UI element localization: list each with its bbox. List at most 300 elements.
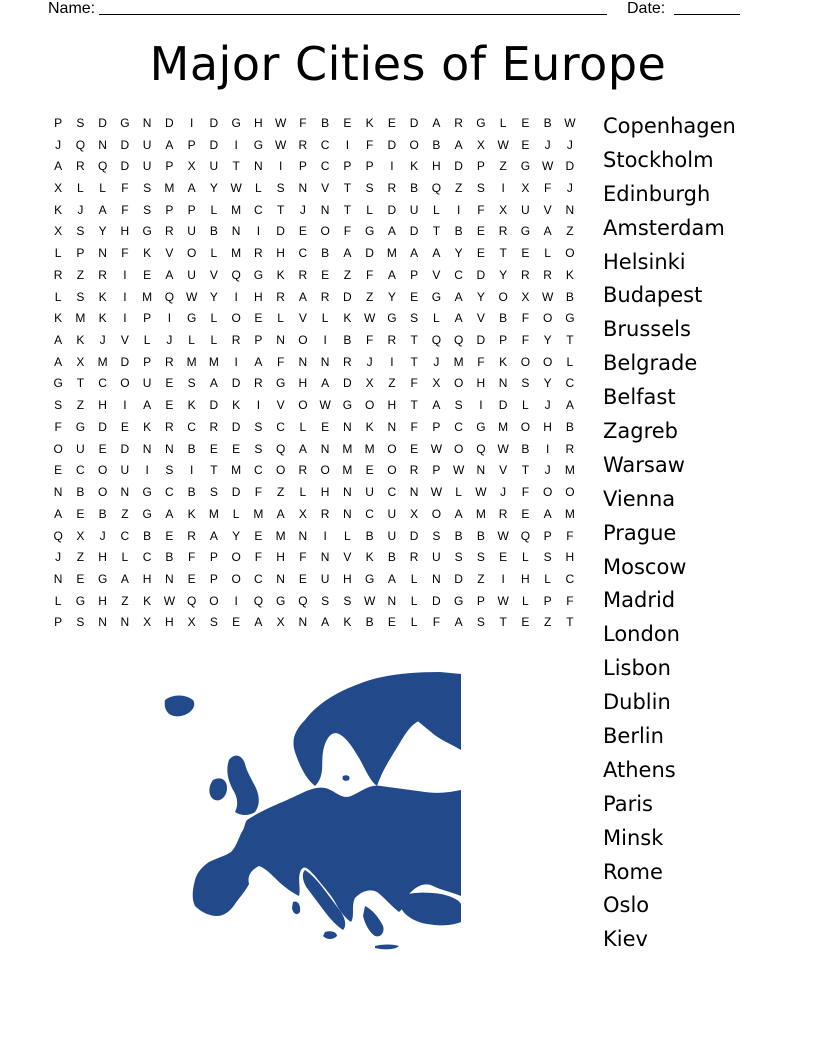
word-list-item: Kiev xyxy=(603,927,648,952)
grid-letter: A xyxy=(54,506,63,521)
grid-letter: G xyxy=(520,224,531,239)
grid-letter: F xyxy=(121,246,129,261)
grid-letter: E xyxy=(209,441,218,456)
grid-letter: A xyxy=(432,115,441,130)
grid-letter: D xyxy=(165,115,174,130)
grid-letter: G xyxy=(476,115,486,130)
grid-letter: U xyxy=(521,202,530,217)
grid-letter: I xyxy=(234,354,238,369)
europe-map-image xyxy=(155,660,463,960)
grid-letter: R xyxy=(231,333,241,348)
grid-letter: M xyxy=(498,419,509,434)
grid-letter: L xyxy=(255,181,262,196)
grid-letter: T xyxy=(432,224,441,239)
grid-letter: E xyxy=(165,398,174,413)
grid-letter: R xyxy=(76,159,85,174)
word-list-item: Dublin xyxy=(603,690,671,715)
grid-letter: R xyxy=(165,224,174,239)
grid-letter: E xyxy=(521,506,530,521)
grid-letter: J xyxy=(99,528,106,543)
grid-letter: S xyxy=(143,181,152,196)
word-list-item: Vienna xyxy=(603,486,676,511)
grid-letter: F xyxy=(121,202,129,217)
grid-letter: M xyxy=(231,463,242,478)
worksheet-header xyxy=(48,0,748,20)
grid-letter: H xyxy=(98,550,107,565)
grid-letter: R xyxy=(521,267,530,282)
grid-letter: N xyxy=(320,441,330,456)
grid-letter: U xyxy=(209,159,219,174)
grid-letter: F xyxy=(54,419,62,434)
grid-letter: R xyxy=(209,419,219,434)
grid-letter: G xyxy=(142,506,152,521)
grid-letter: A xyxy=(254,615,263,630)
grid-letter: Q xyxy=(97,159,108,174)
grid-letter: B xyxy=(365,615,374,630)
grid-letter: I xyxy=(256,224,261,239)
grid-letter: H xyxy=(98,398,107,413)
grid-letter: O xyxy=(231,311,241,326)
grid-letter: D xyxy=(98,115,107,130)
grid-letter: P xyxy=(187,137,196,152)
grid-letter: E xyxy=(232,441,241,456)
grid-letter: S xyxy=(76,289,85,304)
grid-letter: X xyxy=(54,224,63,239)
grid-letter: X xyxy=(476,137,485,152)
grid-letter: X xyxy=(76,528,85,543)
grid-letter: B xyxy=(321,246,330,261)
grid-letter: U xyxy=(387,506,397,521)
grid-letter: U xyxy=(142,376,152,391)
grid-letter: B xyxy=(454,224,463,239)
grid-letter: R xyxy=(187,528,196,543)
grid-letter: S xyxy=(187,376,196,391)
grid-letter: L xyxy=(210,202,218,217)
grid-letter: Q xyxy=(431,333,442,348)
grid-letter: S xyxy=(476,181,485,196)
grid-letter: O xyxy=(387,441,397,456)
grid-letter: S xyxy=(476,550,485,565)
grid-letter: T xyxy=(410,333,418,348)
grid-letter: Y xyxy=(232,528,241,543)
grid-letter: C xyxy=(565,571,575,586)
grid-letter: C xyxy=(165,485,174,500)
grid-letter: Q xyxy=(186,593,197,608)
grid-letter: L xyxy=(54,289,62,304)
grid-letter: D xyxy=(276,224,285,239)
grid-letter: I xyxy=(390,159,394,174)
grid-letter: E xyxy=(387,115,396,130)
grid-letter: N xyxy=(565,202,575,217)
grid-letter: E xyxy=(187,571,196,586)
grid-letter: A xyxy=(565,398,574,413)
grid-letter: G xyxy=(431,289,442,304)
grid-letter: J xyxy=(544,137,551,152)
grid-letter: V xyxy=(321,181,330,196)
grid-letter: F xyxy=(365,333,374,348)
grid-letter: N xyxy=(476,463,486,478)
grid-letter: D xyxy=(432,593,441,608)
grid-letter: M xyxy=(275,528,286,543)
grid-letter: R xyxy=(53,267,63,282)
grid-letter: T xyxy=(232,159,240,174)
grid-letter: N xyxy=(142,115,152,130)
grid-letter: S xyxy=(54,398,63,413)
grid-letter: S xyxy=(454,398,463,413)
grid-letter: R xyxy=(498,506,508,521)
grid-letter: P xyxy=(187,202,196,217)
grid-letter: I xyxy=(234,593,238,608)
grid-letter: O xyxy=(320,463,330,478)
grid-letter: G xyxy=(253,137,264,152)
grid-letter: B xyxy=(165,550,174,565)
grid-letter: Q xyxy=(75,137,86,152)
grid-letter: A xyxy=(54,159,63,174)
grid-letter: W xyxy=(163,593,176,608)
grid-letter: J xyxy=(566,137,573,152)
grid-letter: Z xyxy=(121,506,129,521)
grid-letter: B xyxy=(476,528,485,543)
grid-letter: C xyxy=(254,571,263,586)
grid-letter: I xyxy=(323,528,327,543)
grid-letter: N xyxy=(298,181,308,196)
grid-letter: H xyxy=(120,224,130,239)
grid-letter: E xyxy=(120,419,129,434)
grid-letter: D xyxy=(409,528,419,543)
grid-letter: F xyxy=(365,267,374,282)
grid-letter: L xyxy=(433,311,440,326)
grid-letter: D xyxy=(454,571,463,586)
grid-letter: S xyxy=(143,202,152,217)
grid-letter: Z xyxy=(121,593,129,608)
grid-letter: G xyxy=(364,571,375,586)
grid-letter: Z xyxy=(543,615,552,630)
grid-letter: M xyxy=(208,354,219,369)
grid-letter: F xyxy=(521,311,530,326)
grid-letter: P xyxy=(209,550,218,565)
grid-letter: M xyxy=(97,354,108,369)
grid-letter: K xyxy=(365,419,374,434)
grid-letter: M xyxy=(186,354,197,369)
grid-letter: L xyxy=(210,311,218,326)
grid-letter: N xyxy=(98,246,107,261)
grid-letter: L xyxy=(77,181,84,196)
grid-letter: E xyxy=(76,506,85,521)
grid-letter: E xyxy=(254,528,263,543)
europe-silhouette xyxy=(165,672,461,949)
grid-letter: X xyxy=(432,376,441,391)
grid-letter: P xyxy=(54,115,63,130)
grid-letter: J xyxy=(544,398,551,413)
grid-letter: N xyxy=(498,376,508,391)
word-list-item: Lisbon xyxy=(603,656,671,681)
grid-letter: S xyxy=(321,593,330,608)
grid-letter: S xyxy=(165,463,174,478)
grid-letter: D xyxy=(387,137,397,152)
grid-letter: N xyxy=(254,159,263,174)
grid-letter: L xyxy=(321,311,329,326)
grid-letter: J xyxy=(433,354,440,369)
grid-letter: A xyxy=(387,224,396,239)
grid-letter: D xyxy=(498,398,508,413)
grid-letter: B xyxy=(187,441,196,456)
grid-letter: X xyxy=(499,202,508,217)
grid-letter: F xyxy=(187,550,196,565)
date-label: Date: xyxy=(627,0,666,17)
word-list-item: Rome xyxy=(603,859,663,884)
grid-letter: F xyxy=(410,419,418,434)
grid-letter: C xyxy=(298,246,308,261)
grid-letter: E xyxy=(298,224,307,239)
grid-letter: Q xyxy=(164,289,175,304)
grid-letter: A xyxy=(454,615,463,630)
grid-letter: A xyxy=(454,311,463,326)
grid-letter: R xyxy=(98,267,107,282)
grid-letter: K xyxy=(232,398,241,413)
grid-letter: T xyxy=(499,615,507,630)
grid-letter: S xyxy=(454,550,463,565)
grid-letter: M xyxy=(342,463,353,478)
grid-letter: S xyxy=(410,311,419,326)
grid-letter: M xyxy=(475,506,486,521)
grid-letter: N xyxy=(53,485,63,500)
grid-letter: P xyxy=(432,463,441,478)
grid-letter: W xyxy=(452,463,465,478)
grid-letter: I xyxy=(456,202,461,217)
grid-letter: A xyxy=(543,506,552,521)
word-list-item: Athens xyxy=(603,757,676,782)
grid-letter: Y xyxy=(98,224,107,239)
grid-letter: H xyxy=(298,376,308,391)
grid-letter: P xyxy=(365,159,374,174)
grid-letter: N xyxy=(165,441,174,456)
grid-letter: P xyxy=(298,159,307,174)
grid-letter: K xyxy=(410,159,419,174)
grid-letter: F xyxy=(477,354,485,369)
grid-letter: I xyxy=(189,115,194,130)
grid-letter: D xyxy=(120,137,130,152)
grid-letter: O xyxy=(520,419,531,434)
word-list-item: Budapest xyxy=(603,283,703,308)
grid-letter: A xyxy=(209,376,218,391)
grid-letter: E xyxy=(365,463,374,478)
grid-letter: J xyxy=(99,333,106,348)
grid-letter: S xyxy=(209,615,218,630)
grid-letter: L xyxy=(210,246,218,261)
grid-letter: D xyxy=(231,376,241,391)
grid-letter: A xyxy=(410,246,419,261)
grid-letter: W xyxy=(497,593,509,608)
name-input-line[interactable] xyxy=(99,0,607,15)
grid-letter: K xyxy=(187,398,196,413)
grid-letter: F xyxy=(566,528,574,543)
grid-letter: A xyxy=(321,615,330,630)
grid-letter: H xyxy=(254,115,263,130)
grid-letter: L xyxy=(366,202,373,217)
grid-letter: R xyxy=(454,115,463,130)
grid-letter: O xyxy=(231,571,241,586)
grid-letter: G xyxy=(387,311,397,326)
grid-letter: E xyxy=(521,246,530,261)
grid-letter: L xyxy=(544,571,551,586)
grid-letter: H xyxy=(142,571,152,586)
grid-letter: S xyxy=(254,441,263,456)
grid-letter: N xyxy=(298,528,308,543)
grid-letter: R xyxy=(543,267,552,282)
grid-letter: D xyxy=(387,202,397,217)
grid-letter: T xyxy=(566,615,574,630)
grid-letter: E xyxy=(476,246,485,261)
grid-letter: W xyxy=(541,289,554,304)
grid-letter: W xyxy=(319,398,331,413)
grid-letter: R xyxy=(498,224,508,239)
word-list-item: Madrid xyxy=(603,588,676,613)
grid-letter: U xyxy=(187,267,196,282)
grid-letter: O xyxy=(520,354,531,369)
grid-letter: T xyxy=(210,463,218,478)
grid-letter: K xyxy=(565,267,574,282)
grid-letter: M xyxy=(364,441,375,456)
grid-letter: T xyxy=(410,398,418,413)
grid-letter: F xyxy=(365,137,374,152)
grid-letter: K xyxy=(187,506,196,521)
grid-letter: V xyxy=(120,333,129,348)
grid-letter: E xyxy=(476,224,485,239)
grid-letter: F xyxy=(254,485,263,500)
grid-letter: E xyxy=(521,137,530,152)
grid-letter: D xyxy=(209,398,219,413)
grid-letter: E xyxy=(521,115,530,130)
grid-letter: X xyxy=(410,506,419,521)
grid-letter: C xyxy=(365,506,374,521)
grid-letter: S xyxy=(543,550,552,565)
grid-letter: O xyxy=(542,311,553,326)
grid-letter: G xyxy=(97,571,108,586)
grid-letter: D xyxy=(120,441,130,456)
grid-letter: W xyxy=(430,441,443,456)
grid-letter: L xyxy=(522,398,529,413)
grid-letter: L xyxy=(344,528,351,543)
grid-letter: D xyxy=(343,289,352,304)
grid-letter: R xyxy=(254,246,263,261)
grid-letter: S xyxy=(276,181,285,196)
grid-letter: B xyxy=(543,115,552,130)
grid-letter: J xyxy=(366,354,373,369)
grid-letter: N xyxy=(343,485,352,500)
grid-letter: O xyxy=(409,137,419,152)
grid-letter: K xyxy=(143,593,152,608)
grid-letter: L xyxy=(188,333,195,348)
grid-letter: M xyxy=(386,246,397,261)
grid-letter: Z xyxy=(477,571,485,586)
grid-letter: D xyxy=(231,485,241,500)
grid-letter: V xyxy=(209,267,218,282)
grid-letter: W xyxy=(475,485,487,500)
grid-letter: R xyxy=(565,441,575,456)
grid-letter: P xyxy=(143,354,152,369)
grid-letter: A xyxy=(98,202,107,217)
grid-letter: C xyxy=(142,550,152,565)
grid-letter: B xyxy=(98,506,107,521)
grid-letter: V xyxy=(343,550,352,565)
grid-letter: O xyxy=(320,224,330,239)
grid-letter: C xyxy=(76,463,85,478)
grid-letter: N xyxy=(53,571,63,586)
grid-letter: K xyxy=(54,311,63,326)
word-list-item: Warsaw xyxy=(603,452,685,477)
grid-letter: Y xyxy=(387,289,396,304)
grid-letter: C xyxy=(320,137,330,152)
grid-letter: N xyxy=(320,202,330,217)
grid-letter: I xyxy=(256,398,261,413)
grid-letter: S xyxy=(76,224,85,239)
grid-letter: N xyxy=(98,137,107,152)
grid-letter: Y xyxy=(476,289,485,304)
grid-letter: U xyxy=(120,463,130,478)
grid-letter: N xyxy=(343,506,352,521)
grid-letter: R xyxy=(409,550,419,565)
grid-letter: Y xyxy=(499,267,508,282)
grid-letter: N xyxy=(120,485,130,500)
grid-letter: V xyxy=(432,267,441,282)
grid-letter: F xyxy=(343,224,352,239)
grid-letter: Z xyxy=(76,398,85,413)
grid-letter: D xyxy=(476,333,486,348)
grid-letter: A xyxy=(321,376,330,391)
grid-letter: B xyxy=(410,181,419,196)
grid-letter: O xyxy=(97,485,108,500)
grid-letter: W xyxy=(363,311,376,326)
grid-letter: B xyxy=(187,485,196,500)
grid-letter: E xyxy=(165,376,174,391)
grid-letter: M xyxy=(342,441,353,456)
grid-letter: Z xyxy=(566,224,574,239)
grid-letter: K xyxy=(98,289,107,304)
grid-letter: P xyxy=(54,615,63,630)
date-input-line[interactable] xyxy=(674,0,740,15)
grid-letter: T xyxy=(276,202,285,217)
grid-letter: C xyxy=(454,267,463,282)
grid-letter: T xyxy=(343,181,352,196)
grid-letter: S xyxy=(432,528,441,543)
grid-letter: Y xyxy=(543,333,552,348)
grid-letter: F xyxy=(410,376,418,391)
grid-letter: B xyxy=(343,333,352,348)
grid-letter: T xyxy=(343,202,352,217)
grid-letter: C xyxy=(387,485,397,500)
grid-letter: W xyxy=(541,159,554,174)
grid-letter: H xyxy=(165,615,174,630)
grid-letter: E xyxy=(410,441,419,456)
grid-letter: I xyxy=(145,463,149,478)
grid-letter: E xyxy=(343,115,352,130)
grid-letter: T xyxy=(499,246,507,261)
grid-letter: P xyxy=(410,267,419,282)
grid-letter: O xyxy=(231,550,241,565)
grid-letter: K xyxy=(54,202,63,217)
grid-letter: E xyxy=(321,267,330,282)
grid-letter: W xyxy=(230,181,242,196)
grid-letter: R xyxy=(298,137,308,152)
grid-letter: Z xyxy=(499,159,507,174)
grid-letter: K xyxy=(276,267,285,282)
grid-letter: O xyxy=(542,354,553,369)
grid-letter: R xyxy=(165,354,174,369)
word-list-item: Paris xyxy=(603,791,653,816)
grid-letter: A xyxy=(254,354,263,369)
grid-letter: H xyxy=(476,376,486,391)
grid-letter: N xyxy=(343,419,352,434)
